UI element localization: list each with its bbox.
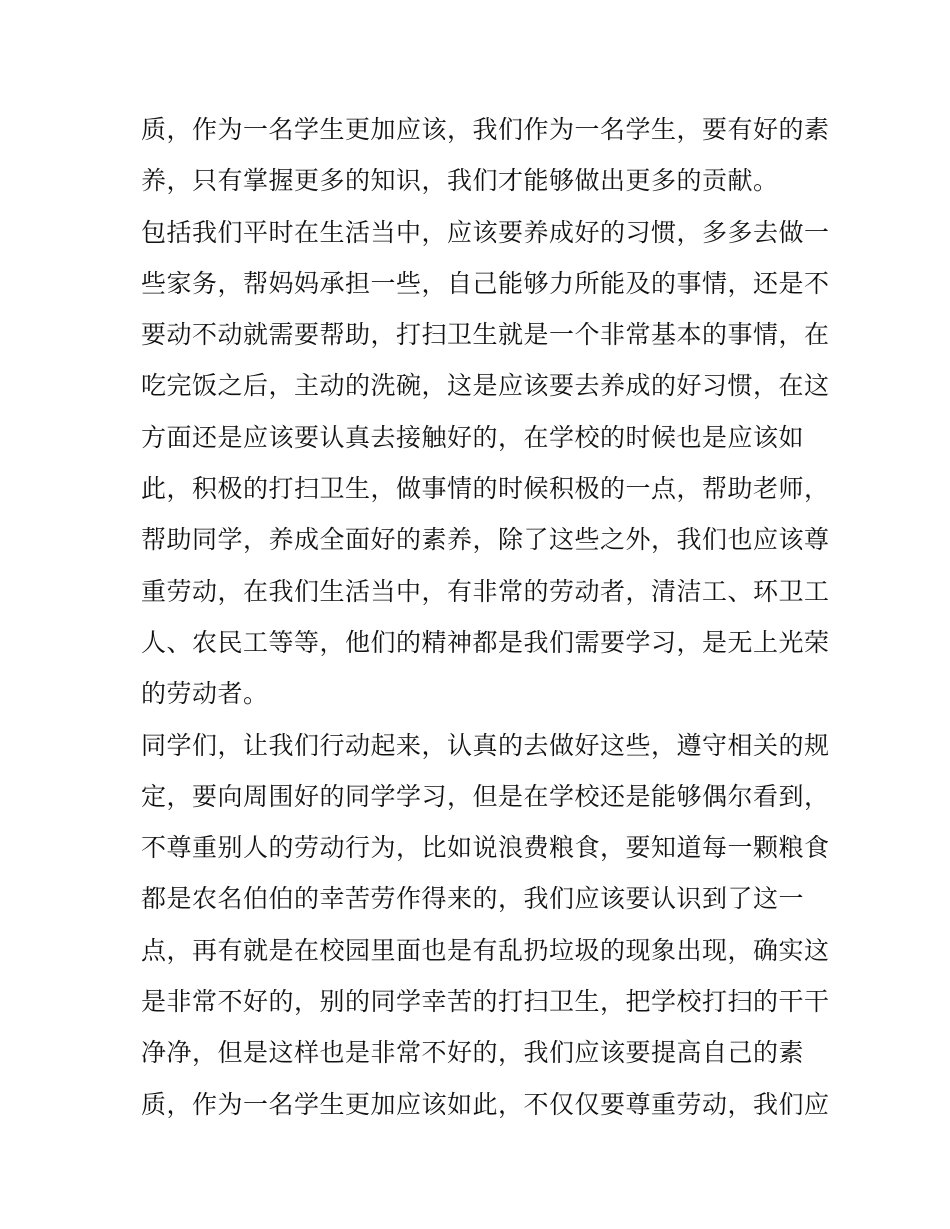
text-line: 的劳动者。 — [141, 679, 269, 709]
text-line: 是非常不好的，别的同学幸苦的打扫卫生，把学校打扫的干干 — [141, 987, 830, 1017]
text-line: 养，只有掌握更多的知识，我们才能够做出更多的贡献。 — [141, 166, 779, 196]
text-line: 定，要向周围好的同学学习，但是在学校还是能够偶尔看到， — [141, 781, 830, 811]
text-line: 不尊重别人的劳动行为，比如说浪费粮食，要知道每一颗粮食 — [141, 833, 830, 863]
text-line: 吃完饭之后，主动的洗碗，这是应该要去养成的好习惯，在这 — [141, 371, 830, 401]
text-line: 净净，但是这样也是非常不好的，我们应该要提高自己的素 — [141, 1038, 805, 1068]
text-line: 此，积极的打扫卫生，做事情的时候积极的一点，帮助老师， — [141, 474, 830, 504]
text-line: 质，作为一名学生更加应该如此，不仅仅要尊重劳动，我们应 — [141, 1089, 830, 1119]
text-line: 重劳动，在我们生活当中，有非常的劳动者，清洁工、环卫工 — [141, 576, 830, 606]
text-line: 质，作为一名学生更加应该，我们作为一名学生，要有好的素 — [141, 115, 830, 144]
text-line: 帮助同学，养成全面好的素养，除了这些之外，我们也应该尊 — [141, 525, 830, 555]
text-line: 都是农名伯伯的幸苦劳作得来的，我们应该要认识到了这一 — [141, 884, 805, 914]
text-line: 同学们，让我们行动起来，认真的去做好这些，遵守相关的规 — [141, 730, 830, 760]
text-line: 人、农民工等等，他们的精神都是我们需要学习，是无上光荣 — [141, 627, 830, 657]
text-line: 要动不动就需要帮助，打扫卫生就是一个非常基本的事情，在 — [141, 320, 830, 350]
text-line: 点，再有就是在校园里面也是有乱扔垃圾的现象出现，确实这 — [141, 935, 830, 965]
text-line: 些家务，帮妈妈承担一些，自己能够力所能及的事情，还是不 — [141, 268, 830, 298]
text-line: 包括我们平时在生活当中，应该要养成好的习惯，多多去做一 — [141, 217, 830, 247]
text-line: 方面还是应该要认真去接触好的，在学校的时候也是应该如 — [141, 422, 805, 452]
body-text — [141, 104, 830, 1130]
